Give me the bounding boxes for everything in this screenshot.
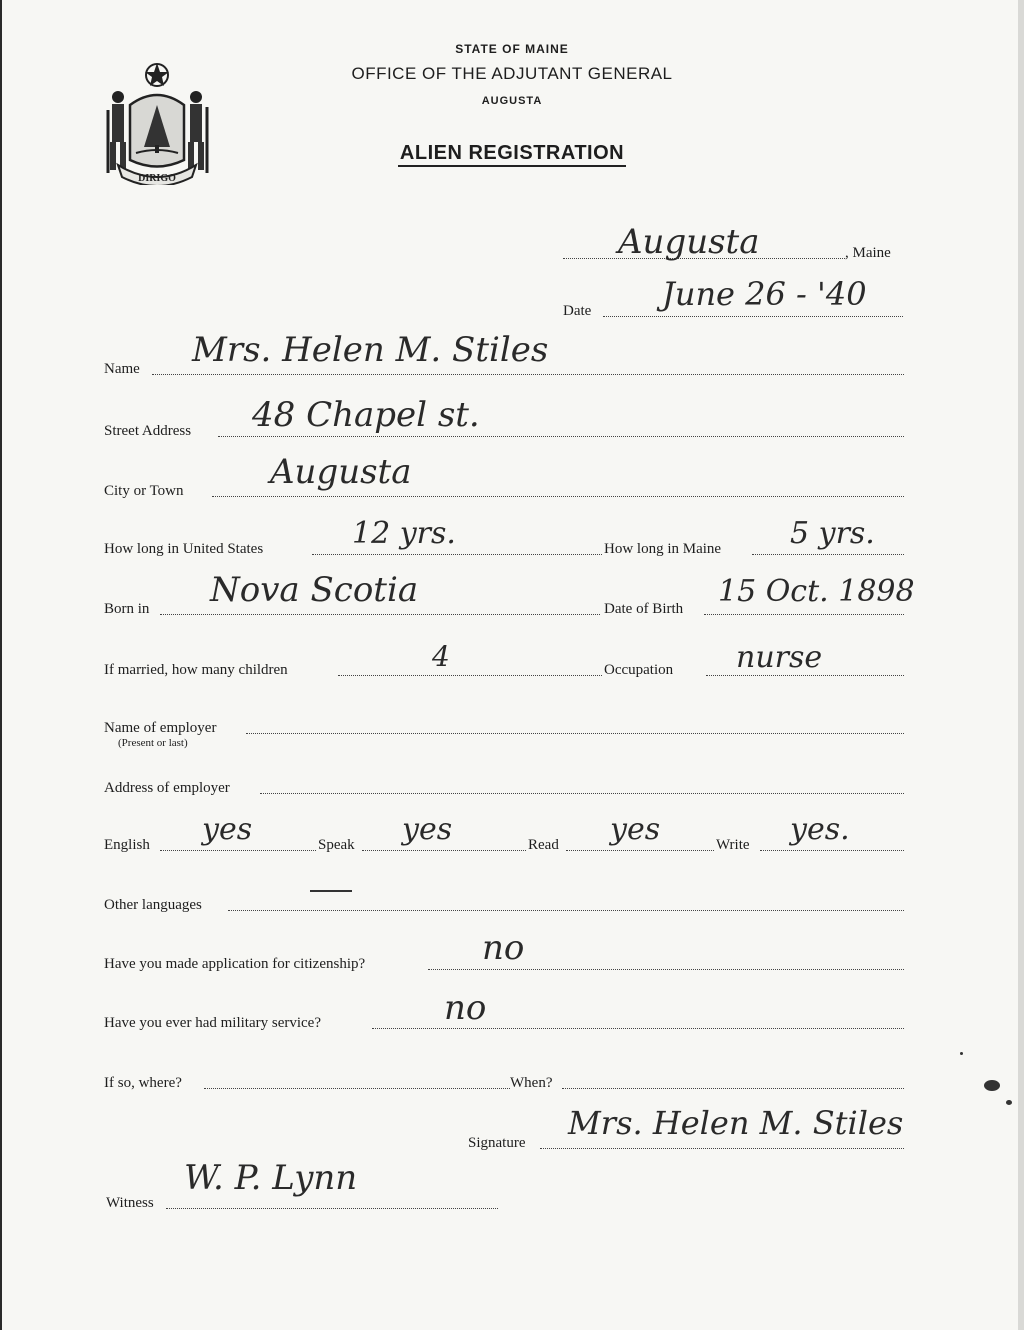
children-line (338, 675, 602, 676)
date-of-birth-line (704, 614, 904, 615)
employer-address-label: Address of employer (104, 780, 230, 796)
write-line (760, 850, 904, 851)
years-in-maine-label: How long in Maine (604, 541, 722, 557)
occupation-entry: nurse (736, 640, 823, 675)
occupation-line (706, 675, 904, 676)
street-address-label: Street Address (104, 423, 192, 439)
children-label: If married, how many children (104, 662, 288, 678)
speak-label: Speak (318, 837, 355, 853)
state-heading: STATE OF MAINE (455, 42, 569, 56)
years-in-us-line (312, 554, 602, 555)
born-in-line (160, 614, 600, 615)
form-title-block (0, 142, 1024, 165)
service-when-label: When? (510, 1075, 553, 1091)
city-heading: AUGUSTA (481, 95, 543, 107)
years-in-maine-line (752, 554, 904, 555)
other-languages-dash (310, 890, 352, 892)
occupation-label: Occupation (604, 662, 674, 678)
ink-speck (960, 1052, 963, 1055)
english-entry: yes (202, 812, 253, 847)
other-languages-label: Other languages (104, 897, 202, 913)
read-entry: yes (610, 812, 661, 847)
write-label: Write (716, 837, 750, 853)
date-label: Date (563, 303, 592, 319)
citizenship-line (428, 969, 904, 970)
witness-line (166, 1208, 498, 1209)
scan-edge (1018, 0, 1024, 1330)
military-entry: no (444, 988, 487, 1028)
form-title: ALIEN REGISTRATION (398, 142, 626, 167)
date-of-birth-label: Date of Birth (604, 601, 684, 617)
maine-label: , Maine (845, 245, 891, 261)
speak-entry: yes (402, 812, 453, 847)
read-label: Read (528, 837, 559, 853)
service-where-line (204, 1088, 510, 1089)
citizenship-entry: no (482, 928, 525, 968)
city-town-label: City or Town (104, 483, 184, 499)
employer-note: (Present or last) (118, 737, 188, 749)
citizenship-label: Have you made application for citizenship? (104, 956, 366, 972)
born-in-entry: Nova Scotia (210, 570, 419, 610)
name-entry: Mrs. Helen M. Stiles (192, 330, 549, 370)
name-label: Name (104, 361, 140, 377)
service-where-label: If so, where? (104, 1075, 182, 1091)
street-address-line (218, 436, 904, 437)
speak-line (362, 850, 526, 851)
signature-entry: Mrs. Helen M. Stiles (568, 1104, 904, 1142)
scan-edge (0, 0, 2, 1330)
employer-label: Name of employer (104, 720, 217, 736)
date-line (603, 316, 903, 317)
seal-motto: DIRIGO (138, 173, 176, 184)
english-label: English (104, 837, 150, 853)
ink-speck (984, 1080, 1000, 1091)
employer-line (246, 733, 904, 734)
witness-entry: W. P. Lynn (184, 1158, 358, 1198)
date-of-birth-entry: 15 Oct. 1898 (718, 574, 915, 609)
name-line (152, 374, 904, 375)
write-entry: yes. (790, 812, 850, 847)
date-entry: June 26 - '40 (662, 275, 867, 313)
years-in-us-entry: 12 yrs. (352, 516, 456, 551)
children-entry: 4 (432, 640, 450, 673)
years-in-maine-entry: 5 yrs. (790, 516, 875, 551)
city-town-entry: Augusta (270, 452, 412, 492)
service-when-line (562, 1088, 904, 1089)
military-label: Have you ever had military service? (104, 1015, 321, 1031)
city-town-line (212, 496, 904, 497)
military-line (372, 1028, 904, 1029)
street-address-entry: 48 Chapel st. (252, 395, 480, 435)
ink-speck (1006, 1100, 1012, 1105)
place-entry: Augusta (618, 222, 760, 262)
other-languages-line (228, 910, 904, 911)
witness-label: Witness (106, 1195, 154, 1211)
born-in-label: Born in (104, 601, 150, 617)
years-in-us-label: How long in United States (104, 541, 264, 557)
english-line (160, 850, 316, 851)
office-heading: OFFICE OF THE ADJUTANT GENERAL (351, 64, 673, 83)
read-line (566, 850, 714, 851)
signature-line (540, 1148, 904, 1149)
signature-label: Signature (468, 1135, 526, 1151)
employer-address-line (260, 793, 904, 794)
